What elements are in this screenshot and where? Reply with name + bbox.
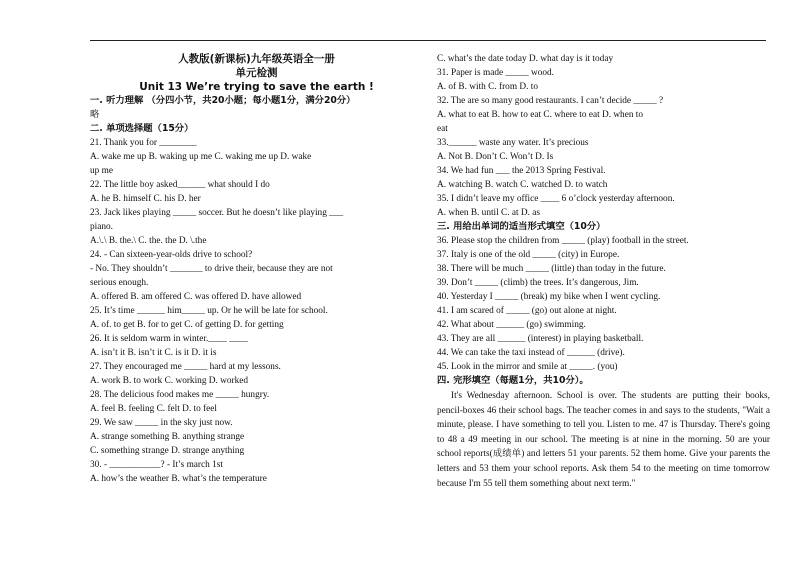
- right-question-list: [437, 52, 770, 388]
- left-column: [90, 52, 423, 486]
- question-line: 43. They are all ______ (interest) in playing basketball.: [437, 334, 644, 344]
- question-line: 42. What about ______ (go) swimming.: [437, 320, 586, 330]
- question-line: A. wake me up B. waking up me C. waking me up D. wake: [90, 152, 312, 162]
- right-column: [437, 52, 770, 491]
- cloze-passage-text: It's Wednesday afternoon. School is over. The students are putting their books, pencil-boxes 46 their school bags. The teacher comes in and says to the students, "Wait a minute, please. I have something to tell you. Listen to me. 47 is Thursday. There's going to 48 a 49 meeting in our school. The meeting is at nine in the morning. 50 are your school reports(成绩单) and letters 51 your parents. 52 them home. Give your parents the letters and 53 them your school reports. Ask them 54 to the meeting on time tomorrow because I'm 55 tell them something about next term.": [437, 391, 770, 489]
- question-line: A. feel B. feeling C. felt D. to feel: [90, 404, 218, 414]
- question-line: serious enough.: [90, 278, 149, 288]
- question-line: 34. We had fun ___ the 2013 Spring Festival.: [437, 166, 606, 176]
- question-line: up me: [90, 166, 113, 176]
- question-line: 24. - Can sixteen-year-olds drive to school?: [90, 250, 253, 260]
- question-line: 36. Please stop the children from _____ (play) football in the street.: [437, 236, 689, 246]
- question-line: 38. There will be much _____ (little) than today in the future.: [437, 264, 666, 274]
- question-line: A. isn’t it B. isn’t it C. is it D. it is: [90, 348, 217, 358]
- question-line: 30. - ___________? - It’s march 1st: [90, 460, 223, 470]
- question-line: A. when B. until C. at D. as: [437, 208, 541, 218]
- question-line: piano.: [90, 222, 113, 232]
- question-line: C. something strange D. strange anything: [90, 446, 245, 456]
- question-line: A. of B. with C. from D. to: [437, 82, 538, 92]
- question-line: A. watching B. watch C. watched D. to watch: [437, 180, 608, 190]
- question-line: - No. They shouldn’t _______ to drive their, because they are not: [90, 264, 333, 274]
- question-line: A. of. to get B. for to get C. of getting D. for getting: [90, 320, 284, 330]
- top-rule: [90, 40, 766, 41]
- question-line: 41. I am scared of _____ (go) out alone at night.: [437, 306, 617, 316]
- question-line: A. offered B. am offered C. was offered D. have allowed: [90, 292, 302, 302]
- question-line: A. what to eat B. how to eat C. where to eat D. when to: [437, 110, 644, 120]
- document-subtitle: 单元检测: [235, 67, 278, 79]
- section-heading: 三. 用给出单词的适当形式填空（10分）: [437, 221, 606, 232]
- left-question-list: [90, 94, 423, 486]
- question-line: 21. Thank you for ________: [90, 138, 197, 148]
- question-line: 29. We saw _____ in the sky just now.: [90, 418, 233, 428]
- cloze-passage: [437, 389, 770, 491]
- question-line: eat: [437, 124, 448, 134]
- question-line: 28. The delicious food makes me _____ hungry.: [90, 390, 270, 400]
- question-line: 39. Don’t _____ (climb) the trees. It’s dangerous, Jim.: [437, 278, 639, 288]
- section-heading: 一. 听力理解 （分四小节，共20小题；每小题1分，满分20分）: [90, 95, 356, 106]
- question-line: 26. It is seldom warm in winter.____ ____: [90, 334, 248, 344]
- question-line: A.\.\ B. the.\ C. the. the D. \.the: [90, 236, 207, 246]
- question-line: A. Not B. Don’t C. Won’t D. Is: [437, 152, 554, 162]
- question-line: 略: [90, 110, 100, 120]
- question-line: A. he B. himself C. his D. her: [90, 194, 201, 204]
- question-line: 45. Look in the mirror and smile at _____. (you): [437, 362, 618, 372]
- question-line: 31. Paper is made _____ wood.: [437, 68, 554, 78]
- document-title: 人教版(新课标)九年级英语全一册: [178, 53, 335, 65]
- question-line: A. how’s the weather B. what’s the temperature: [90, 474, 267, 484]
- question-line: 22. The little boy asked______ what should I do: [90, 180, 270, 190]
- question-line: 23. Jack likes playing _____ soccer. But he doesn’t like playing ___: [90, 208, 344, 218]
- question-line: 27. They encouraged me _____ hard at my lessons.: [90, 362, 281, 372]
- question-line: 35. I didn’t leave my office ____ 6 o’clock yesterday afternoon.: [437, 194, 675, 204]
- question-line: 40. Yesterday I _____ (break) my bike when I went cycling.: [437, 292, 661, 302]
- question-line: A. strange something B. anything strange: [90, 432, 245, 442]
- section-heading: 二. 单项选择题（15分）: [90, 123, 194, 134]
- question-line: 33.______ waste any water. It’s precious: [437, 138, 589, 148]
- question-line: C. what’s the date today D. what day is it today: [437, 54, 614, 64]
- question-line: 37. Italy is one of the old _____ (city) in Europe.: [437, 250, 620, 260]
- question-line: 25. It’s time ______ him_____ up. Or he will be late for school.: [90, 306, 328, 316]
- unit-title: Unit 13 We’re trying to save the earth !: [139, 81, 374, 93]
- question-line: 44. We can take the taxi instead of ______ (drive).: [437, 348, 625, 358]
- section-heading: 四. 完形填空（每题1分，共10分）。: [437, 375, 589, 386]
- question-line: 32. The are so many good restaurants. I can’t decide _____ ?: [437, 96, 664, 106]
- question-line: A. work B. to work C. working D. worked: [90, 376, 249, 386]
